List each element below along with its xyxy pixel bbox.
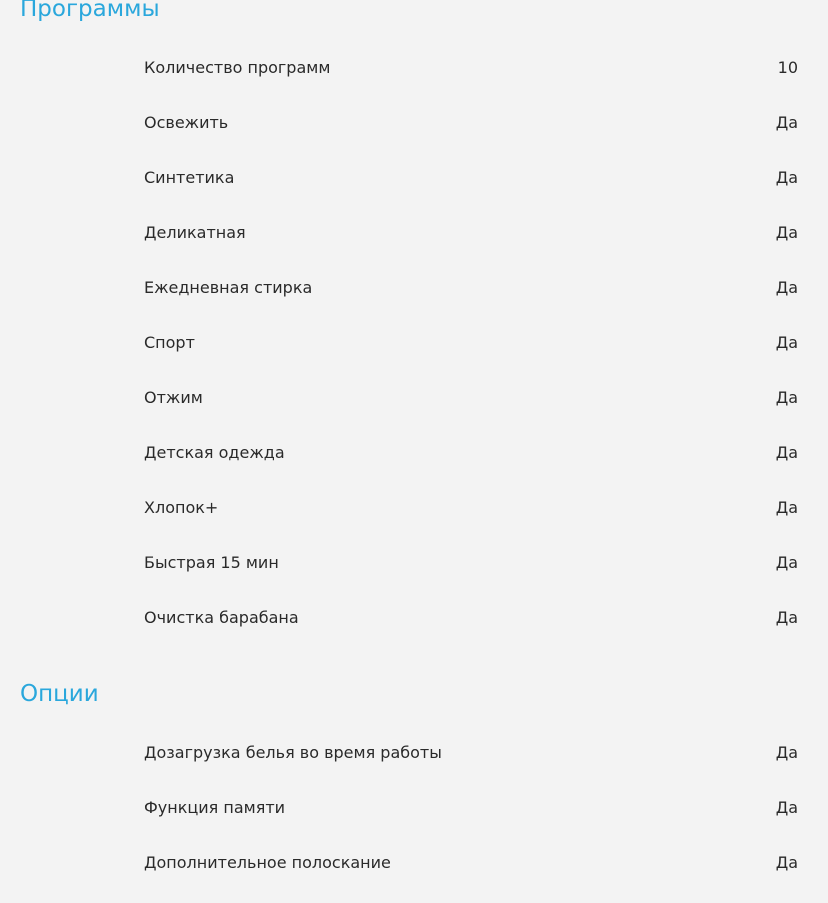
- spec-list-programs: [144, 40, 798, 645]
- spec-row-memory: [144, 780, 798, 835]
- spec-row-refresh: [144, 95, 798, 150]
- spec-name: Спорт: [144, 332, 195, 352]
- spec-name: Хлопок+: [144, 497, 219, 517]
- spec-row-quick-15: [144, 535, 798, 590]
- spec-row-daily-wash: [144, 260, 798, 315]
- spec-value: Да: [775, 852, 798, 872]
- spec-name: Детская одежда: [144, 442, 285, 462]
- spec-name: Функция памяти: [144, 797, 286, 817]
- spec-row-kids-clothes: [144, 425, 798, 480]
- spec-name: Очистка барабана: [144, 607, 299, 627]
- spec-value: Да: [775, 387, 798, 407]
- spec-name: Дополнительное полоскание: [144, 852, 391, 872]
- spec-value: 10: [777, 57, 798, 77]
- spec-name: Дозагрузка белья во время работы: [144, 742, 442, 762]
- spec-list-options: [144, 725, 798, 890]
- spec-value: Да: [775, 552, 798, 572]
- spec-value: Да: [775, 607, 798, 627]
- spec-name: Быстрая 15 мин: [144, 552, 279, 572]
- spec-row-delicate: [144, 205, 798, 260]
- spec-row-synthetics: [144, 150, 798, 205]
- section-title-programs: Программы: [20, 0, 160, 22]
- spec-row-program-count: [144, 40, 798, 95]
- spec-row-sport: [144, 315, 798, 370]
- spec-value: Да: [775, 332, 798, 352]
- spec-name: Ежедневная стирка: [144, 277, 313, 297]
- spec-value: Да: [775, 442, 798, 462]
- spec-value: Да: [775, 277, 798, 297]
- spec-value: Да: [775, 167, 798, 187]
- section-title-options: Опции: [20, 681, 99, 707]
- spec-value: Да: [775, 222, 798, 242]
- spec-row-extra-rinse: [144, 835, 798, 890]
- spec-value: Да: [775, 497, 798, 517]
- spec-name: Отжим: [144, 387, 203, 407]
- spec-row-spin: [144, 370, 798, 425]
- spec-row-add-laundry: [144, 725, 798, 780]
- spec-row-cotton-plus: [144, 480, 798, 535]
- spec-name: Деликатная: [144, 222, 246, 242]
- spec-value: Да: [775, 112, 798, 132]
- spec-value: Да: [775, 797, 798, 817]
- spec-name: Количество программ: [144, 57, 331, 77]
- spec-value: Да: [775, 742, 798, 762]
- spec-name: Освежить: [144, 112, 229, 132]
- spec-name: Синтетика: [144, 167, 235, 187]
- spec-row-drum-clean: [144, 590, 798, 645]
